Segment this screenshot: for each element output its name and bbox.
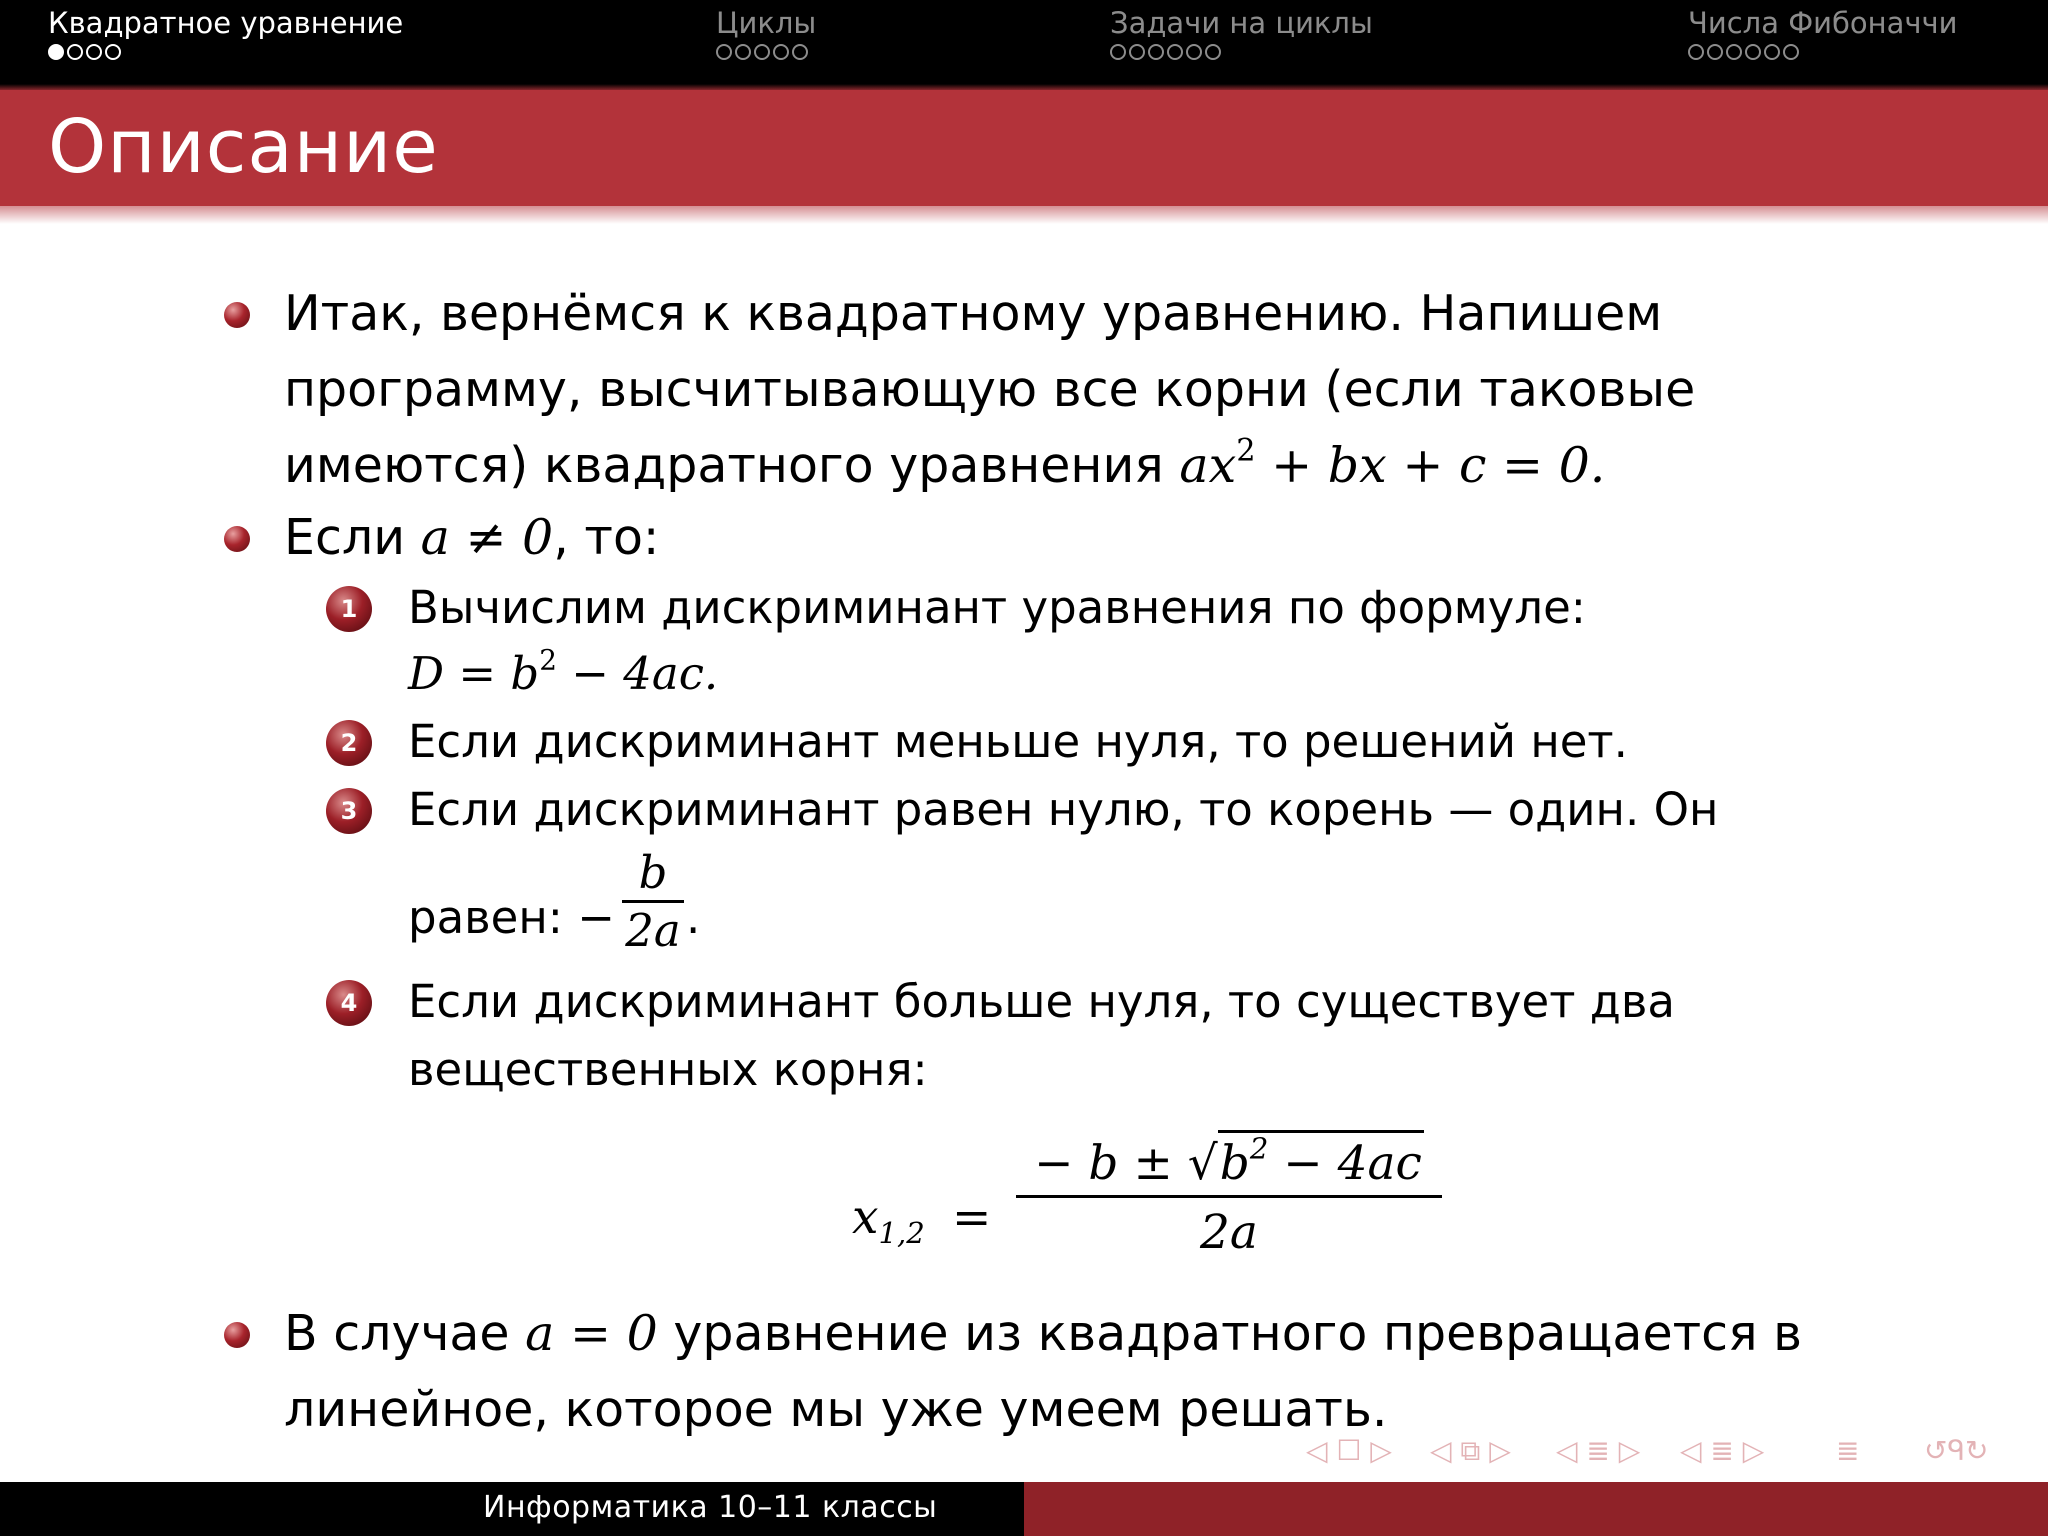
step-3-line-2: равен: −	[408, 891, 615, 944]
radicand-base: b	[1219, 1136, 1250, 1191]
sqrt-radicand	[1218, 1130, 1424, 1195]
footer-bar	[0, 1482, 2048, 1536]
bullet-3-line-2: линейное, которое мы уже умеем решать.	[284, 1381, 1388, 1438]
document-nav-icon[interactable]: ≣	[1836, 1434, 1860, 1467]
subsection-nav-icon[interactable]: ◁ ⧉ ▷	[1430, 1434, 1511, 1467]
search-nav-icon[interactable]: ↺ᑫ↻	[1924, 1434, 1989, 1467]
radicand-rest: − 4ac	[1268, 1136, 1422, 1191]
step-4-line-1: Если дискриминант больше нуля, то существует два	[408, 975, 1675, 1028]
bullet-3-post: уравнение из квадратного превращается в	[657, 1305, 1803, 1362]
nav-section-title: Циклы	[716, 6, 817, 40]
bullet-2-math: a ≠ 0	[420, 509, 554, 566]
step-3-line-1: Если дискриминант равен нулю, то корень — один. Он	[408, 783, 1719, 836]
discriminant-formula-pre: D = b	[408, 647, 540, 700]
equation-rest: + bx + c = 0.	[1255, 437, 1606, 494]
footer-text: Информатика 10–11 классы	[483, 1490, 938, 1525]
bullet-ball-icon	[224, 526, 250, 552]
bullet-1-line-1: Итак, вернёмся к квадратному уравнению. Напишем	[284, 285, 1663, 342]
roots-lhs-x: x	[852, 1190, 879, 1245]
frame-title: Описание	[48, 104, 439, 190]
bullet-1-line-3	[284, 433, 1606, 496]
step-number-badge: 1	[326, 586, 372, 632]
bullet-3-line-1	[284, 1304, 1802, 1364]
roots-denominator: 2a	[1200, 1205, 1258, 1260]
step-1-line-1: Вычислим дискриминант уравнения по формуле:	[408, 581, 1586, 634]
subsection-list-nav-icon[interactable]: ◁ ≣ ▷	[1680, 1434, 1765, 1467]
bullet-2-text: Если	[284, 509, 421, 566]
bullet-2-tail: , то:	[553, 509, 660, 566]
bullet-3-math: a = 0	[525, 1305, 658, 1362]
step-2-line-1: Если дискриминант меньше нуля, то решений нет.	[408, 715, 1628, 768]
bullet-3-pre: В случае	[284, 1305, 526, 1362]
fraction-numerator: b	[638, 846, 668, 899]
bullet-1-line-2: программу, высчитывающую все корни (если таковые	[284, 361, 1696, 418]
footer-right	[1024, 1482, 2048, 1536]
bullet-ball-icon	[224, 1322, 250, 1348]
discriminant-exponent: 2	[539, 643, 557, 677]
discriminant-formula-post: − 4ac.	[556, 647, 719, 700]
equation-ax: ax	[1179, 437, 1237, 494]
nav-section-title: Квадратное уравнение	[48, 6, 404, 40]
roots-lhs	[852, 1188, 925, 1251]
bullet-ball-icon	[224, 302, 250, 328]
radicand-exponent: 2	[1249, 1131, 1269, 1166]
step-4-line-2: вещественных корня:	[408, 1043, 928, 1096]
roots-numerator	[1016, 1130, 1442, 1195]
roots-lhs-subscript: 1,2	[878, 1216, 925, 1251]
roots-equals: =	[952, 1190, 992, 1245]
step-3-period: .	[686, 891, 701, 944]
roots-fraction	[1016, 1130, 1442, 1268]
section-nav-icon[interactable]: ◁ ≣ ▷	[1556, 1434, 1641, 1467]
nav-section-title: Задачи на циклы	[1110, 6, 1373, 40]
bullet-1-line-3-text: имеются) квадратного уравнения	[284, 437, 1180, 494]
step-number-badge: 4	[326, 980, 372, 1026]
nav-section-title: Числа Фибоначчи	[1688, 6, 1958, 40]
bullet-2	[284, 508, 659, 568]
equation-exponent: 2	[1236, 433, 1256, 469]
step-number-badge: 3	[326, 788, 372, 834]
roots-numerator-pre: − b ± √	[1034, 1136, 1218, 1191]
fraction-b-over-2a	[622, 846, 684, 959]
step-number-badge: 2	[326, 720, 372, 766]
step-1-formula	[408, 644, 718, 704]
frame-nav-icon[interactable]: ◁ ☐ ▷	[1306, 1434, 1392, 1467]
fraction-denominator: 2a	[625, 904, 681, 957]
